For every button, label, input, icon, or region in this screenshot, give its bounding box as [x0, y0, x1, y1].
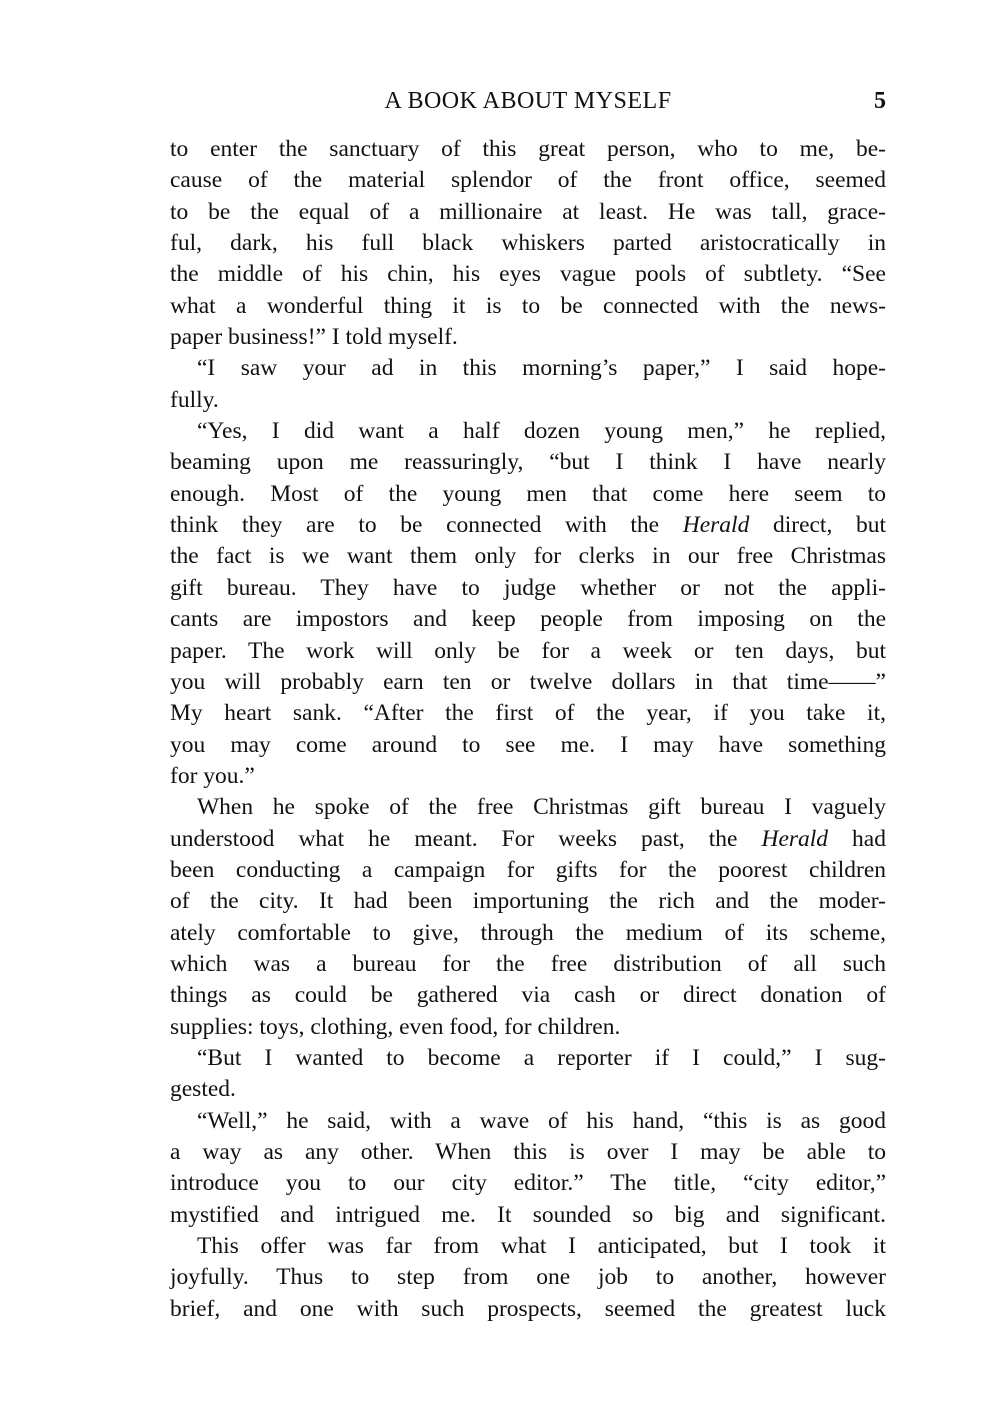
text-line: When he spoke of the free Christmas gift bureau I vaguely [197, 794, 886, 821]
text-line: joyfully. Thus to step from one job to another, however [170, 1264, 886, 1291]
text-line: This offer was far from what I anticipated, but I took it [197, 1233, 886, 1260]
text-line: gested. [170, 1076, 236, 1103]
text-line: gift bureau. They have to judge whether or not the appli- [170, 574, 886, 601]
text-line: you may come around to see me. I may have something [170, 731, 886, 758]
text-line: fully. [170, 386, 219, 413]
text-line: ful, dark, his full black whiskers parted aristocratically in [170, 230, 886, 257]
text-line: brief, and one with such prospects, seemed the greatest luck [170, 1295, 886, 1322]
text-line: “But I wanted to become a reporter if I could,” I sug- [197, 1044, 886, 1071]
text-line: which was a bureau for the free distribution of all such [170, 950, 886, 977]
text-line-herald: understood what he meant. For weeks past, the Herald had [170, 825, 886, 852]
text-line: you will probably earn ten or twelve dollars in that time——” [170, 668, 886, 695]
newspaper-name: Herald [682, 512, 750, 539]
text-line: mystified and intrigued me. It sounded so big and significant. [170, 1201, 886, 1228]
text-line: paper business!” I told myself. [170, 324, 458, 351]
text-line: “I saw your ad in this morning’s paper,” I said hope- [197, 355, 886, 382]
text-line: been conducting a campaign for gifts for the poorest children [170, 856, 886, 883]
text-line: things as could be gathered via cash or direct donation of [170, 982, 886, 1009]
text-line: what a wonderful thing it is to be connected with the news- [170, 292, 886, 319]
text-line: to be the equal of a millionaire at least. He was tall, grace- [170, 198, 886, 225]
text-line: ately comfortable to give, through the medium of its scheme, [170, 919, 886, 946]
text-line: cause of the material splendor of the front office, seemed [170, 167, 886, 194]
text-line: beaming upon me reassuringly, “but I think I have nearly [170, 449, 886, 476]
text-line: supplies: toys, clothing, even food, for children. [170, 1013, 621, 1040]
text-line-herald: think they are to be connected with the Herald direct, but [170, 512, 886, 539]
text-line: paper. The work will only be for a week or ten days, but [170, 637, 886, 664]
running-title: A BOOK ABOUT MYSELF [384, 88, 672, 114]
text-line: to enter the sanctuary of this great person, who to me, be- [170, 136, 886, 162]
text-line: for you.” [170, 762, 255, 789]
page-number: 5 [874, 88, 886, 114]
running-head [170, 88, 886, 118]
text-line: of the city. It had been importuning the rich and the moder- [170, 888, 886, 915]
text-line: the fact is we want them only for clerks in our free Christmas [170, 543, 886, 570]
text-line: introduce you to our city editor.” The title, “city editor,” [170, 1170, 886, 1197]
text-line: My heart sank. “After the first of the year, if you take it, [170, 700, 886, 727]
text-line: cants are impostors and keep people from imposing on the [170, 606, 886, 633]
body-text [170, 134, 886, 1325]
text-line: the middle of his chin, his eyes vague pools of subtlety. “See [170, 261, 886, 288]
text-line: a way as any other. When this is over I may be able to [170, 1139, 886, 1165]
newspaper-name: Herald [761, 825, 829, 852]
text-line: “Well,” he said, with a wave of his hand, “this is as good [197, 1107, 886, 1134]
text-line: “Yes, I did want a half dozen young men,” he replied, [197, 418, 886, 445]
text-line: enough. Most of the young men that come here seem to [170, 480, 886, 507]
